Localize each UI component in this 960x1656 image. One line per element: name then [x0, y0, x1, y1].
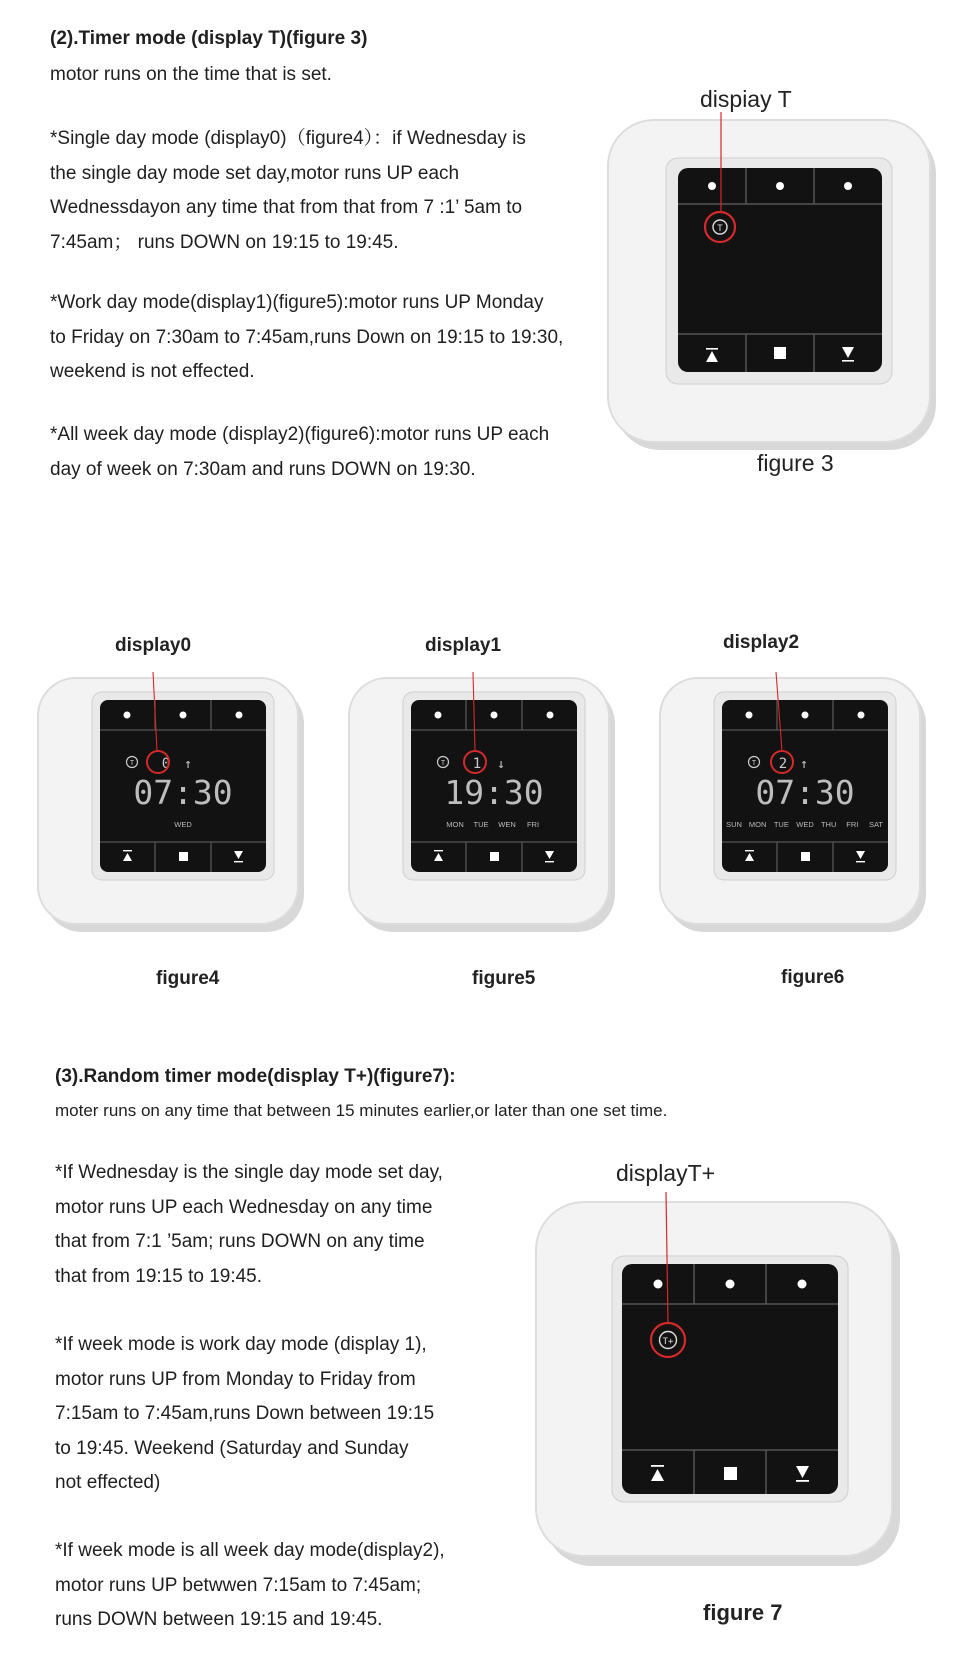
figure7-screen [622, 1264, 838, 1494]
figure7-device [530, 1192, 910, 1572]
indicator-dot [802, 712, 809, 719]
section3-paragraph-3: *If week mode is all week day mode(display2), motor runs UP betwwen 7:15am to 7:45am; runs DOWN between 19:15 and 19:45. [55, 1540, 445, 1630]
indicator-dot [798, 1280, 807, 1289]
indicator-dot [708, 182, 716, 190]
indicator-dot [726, 1280, 735, 1289]
weekday-label: MON [748, 820, 767, 829]
figure6-caption: figure6 [781, 967, 845, 988]
stop-icon[interactable] [801, 852, 810, 861]
all-week-paragraph: *All week day mode (display2)(figure6):motor runs UP each day of week on 7:30am and runs DOWN on 19:30. [50, 424, 550, 480]
single-day-paragraph: *Single day mode (display0)（figure4）：if Wednesday is the single day mode set day,motor runs UP each Wednessdayon any time that from that from 7 :1’ 5am to 7:45am； runs DOWN on 19:15 to 19:45. [50, 128, 526, 253]
section3-intro: moter runs on any time that between 15 minutes earlier,or later than one set time. [55, 1101, 668, 1120]
weekday-label: FRI [526, 820, 540, 829]
figure3-screen [678, 168, 882, 372]
stop-icon[interactable] [774, 347, 786, 359]
weekday-label: SAT [868, 820, 884, 829]
figure6-callout: display2 [723, 632, 800, 653]
section3-paragraph-2: *If week mode is work day mode (display 1), motor runs UP from Monday to Friday from 7:15am to 7:45am,runs Down between 19:15 to 19:45. Weekend (Saturday and Sunday not effected) [55, 1334, 435, 1493]
work-day-paragraph: *Work day mode(display1)(figure5):motor runs UP Monday to Friday on 7:30am to 7:45am,runs Down on 19:15 to 19:30, weekend is not effected. [50, 292, 564, 382]
stop-icon[interactable] [724, 1467, 737, 1480]
stop-icon[interactable] [490, 852, 499, 861]
figure6-device [656, 672, 934, 940]
timer-badge-text: T+ [662, 1337, 674, 1347]
figure5-caption: figure5 [472, 968, 536, 989]
weekday-label: THU [820, 820, 837, 829]
indicator-dot [547, 712, 554, 719]
direction-arrow-icon: ↑ [184, 757, 192, 772]
figure3-caption: figure 3 [757, 450, 834, 476]
weekday-label: WED [174, 820, 192, 829]
indicator-dot [124, 712, 131, 719]
section2-intro: motor runs on the time that is set. [50, 64, 332, 85]
mode-digit: 0 [161, 756, 171, 772]
weekday-label: WED [796, 820, 814, 829]
indicator-dot [746, 712, 753, 719]
weekday-label: SUN [726, 820, 742, 829]
time-display: 07:30 [755, 773, 855, 812]
direction-arrow-icon: ↑ [800, 757, 808, 772]
weekday-label: MON [446, 820, 464, 829]
figure5-callout: display1 [425, 635, 502, 656]
indicator-dot [844, 182, 852, 190]
indicator-dot [236, 712, 243, 719]
section2-heading: (2).Timer mode (display T)(figure 3) [50, 28, 368, 49]
mode-digit: 2 [778, 756, 788, 772]
figure5-device [345, 672, 623, 940]
figure4-callout: display0 [115, 635, 192, 656]
weekday-label: TUE [773, 820, 789, 829]
figure7-caption: figure 7 [703, 1600, 783, 1625]
svg-text:T: T [440, 759, 446, 767]
weekday-label: WEN [498, 820, 516, 829]
indicator-dot [491, 712, 498, 719]
weekday-row [174, 820, 192, 829]
weekday-label: FRI [846, 820, 859, 829]
indicator-dot [435, 712, 442, 719]
indicator-dot [180, 712, 187, 719]
section3-heading: (3).Random timer mode(display T+)(figure7): [55, 1066, 456, 1087]
time-display: 07:30 [133, 773, 233, 812]
weekday-label: TUE [473, 820, 489, 829]
mode-digit: 1 [472, 756, 482, 772]
svg-text:T: T [751, 759, 757, 767]
timer-badge-text: T [717, 224, 723, 234]
indicator-dot [654, 1280, 663, 1289]
stop-icon[interactable] [179, 852, 188, 861]
figure4-caption: figure4 [156, 968, 220, 989]
indicator-dot [776, 182, 784, 190]
svg-text:T: T [129, 759, 135, 767]
figure3-callout: dispiay T [700, 86, 792, 112]
figure4-device [34, 672, 312, 940]
section3-paragraph-1: *If Wednesday is the single day mode set day, motor runs UP each Wednesday on any time that from 7:1 ’5am; runs DOWN on any time that from 19:15 to 19:45. [55, 1162, 443, 1287]
direction-arrow-icon: ↓ [497, 757, 505, 772]
figure3-device [600, 112, 950, 462]
indicator-dot [858, 712, 865, 719]
time-display: 19:30 [444, 773, 544, 812]
figure7-callout: displayT+ [616, 1160, 716, 1186]
